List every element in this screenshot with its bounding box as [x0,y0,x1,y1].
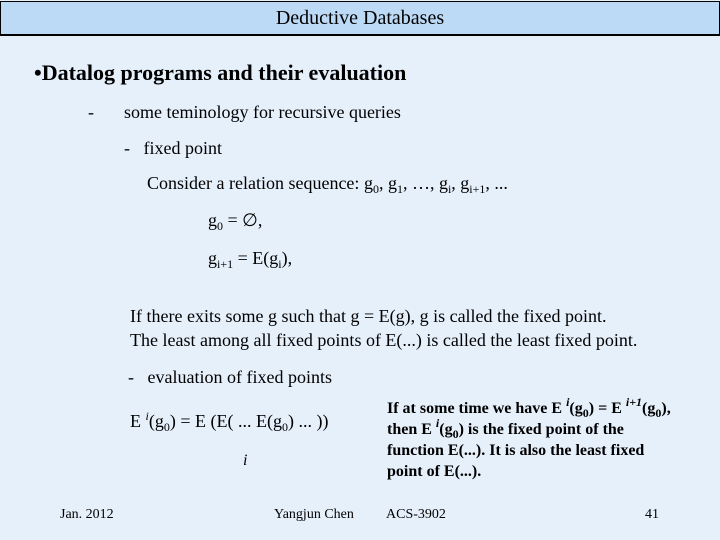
end: ) ... )) [287,411,329,431]
note-line-2 [387,416,717,441]
g: g [460,173,470,193]
t: (g [642,400,656,417]
sub: 0 [452,427,459,441]
sub-item-terminology: some teminology for recursive queries [124,102,401,122]
note-line-3: function E(...). It is also the least fixed [387,442,645,459]
dash: - [124,138,130,158]
mid: ) = E (E( ... E(g [169,411,282,431]
evaluation-label: evaluation of fixed points [147,367,332,387]
sup: i+1 [625,395,643,409]
sequence-prefix: Consider a relation sequence: [147,173,364,193]
t: (g [569,400,583,417]
sub: i+1 [217,257,234,271]
g: g [438,173,448,193]
t: then E [387,421,436,438]
sub-sub-item-fixed-point [124,138,222,159]
t: If at some time we have E [387,400,567,417]
sep: , [378,173,388,193]
main-bullet-heading [34,60,406,86]
g: g [363,173,373,193]
t: ) = E [588,400,626,417]
slide-title-bar [0,1,720,36]
ellipsis: … [411,173,430,193]
end: ), [281,248,293,268]
equation-gi1 [208,248,292,269]
sub: i [447,182,452,196]
note-line-4: point of E(...). [387,463,482,480]
sub: 1 [396,182,403,196]
footer-date: Jan. 2012 [60,507,114,522]
sep: , [451,173,461,193]
sup: i [435,416,440,430]
sep: , [429,173,439,193]
g: g [208,248,217,268]
sub: 0 [372,182,379,196]
sub: 0 [163,420,170,434]
iteration-formula [130,411,328,432]
fixed-point-definition: If there exits some g such that g = E(g), g is called the fixed point. [130,306,607,326]
footer-course: ACS-3902 [386,507,446,522]
sub-item-dash: - [88,102,94,122]
tail: , ... [485,173,508,193]
slide-title: Deductive Databases [275,7,445,29]
sub: i+1 [469,182,486,196]
sub: 0 [281,420,288,434]
t: ), [661,400,671,417]
iteration-count-label: i [243,452,248,469]
sub: i [278,257,282,271]
relation-sequence-line [147,173,508,194]
sub-sub-item-evaluation [128,367,332,388]
bullet-icon: • [34,60,42,85]
mid: = E(g [233,248,279,268]
fixed-point-label: fixed point [143,138,222,158]
least-fixed-point-definition: The least among all fixed points of E(...) is called the least fixed point. [130,330,638,350]
lhs: (g [148,411,164,431]
sub: 0 [655,406,662,420]
dash: - [128,367,134,387]
g: g [208,210,217,230]
E: E [130,411,146,431]
sup: i [566,395,570,409]
sub: 0 [217,219,223,233]
fixed-point-note [387,395,717,482]
t: ) is the fixed point of the [458,421,624,438]
footer-author: Yangjun Chen [274,507,354,522]
equation-g0 [208,210,262,231]
sup: i [145,409,149,423]
footer-page-number: 41 [645,507,659,522]
heading-text: Datalog programs and their evaluation [41,60,407,85]
g: g [387,173,397,193]
sub: 0 [582,406,589,420]
rest: = ∅, [223,210,263,230]
t: (g [439,421,453,438]
sep: , [402,173,412,193]
